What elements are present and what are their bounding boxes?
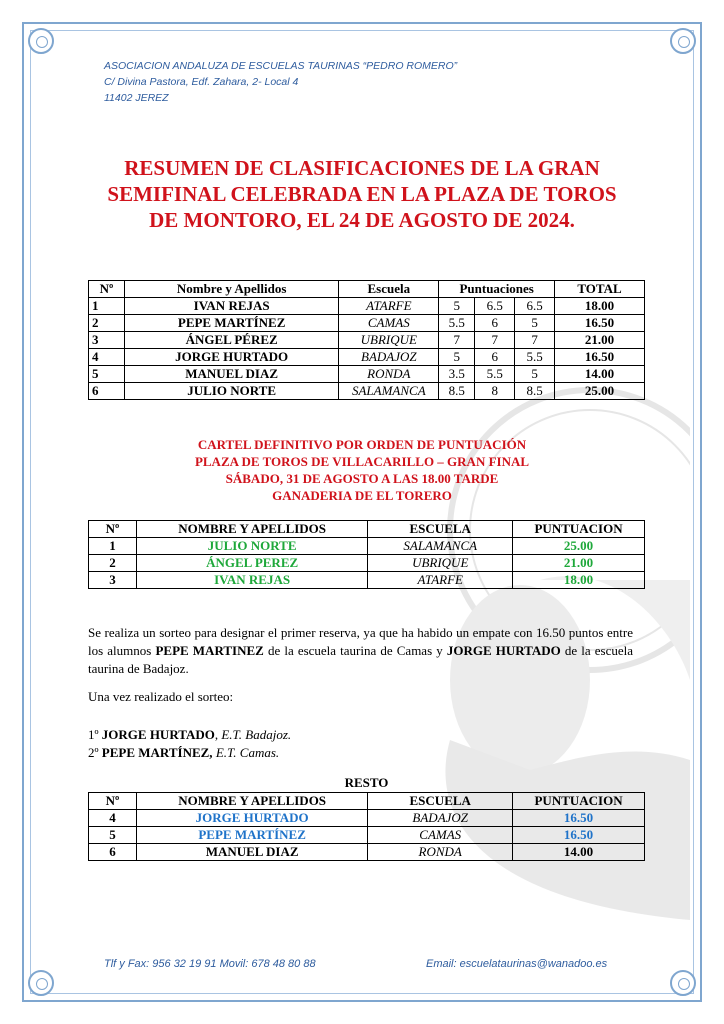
cell-number: 3 bbox=[89, 332, 125, 349]
table-row bbox=[89, 315, 645, 332]
cell-school: CAMAS bbox=[368, 827, 513, 844]
reserve-name: PEPE MARTÍNEZ, bbox=[101, 745, 213, 760]
cell-number: 5 bbox=[89, 366, 125, 383]
cell-name: PEPE MARTÍNEZ bbox=[124, 315, 338, 332]
cell-score: 3.5 bbox=[439, 366, 475, 383]
cell-number: 1 bbox=[89, 298, 125, 315]
cell-score: 5.5 bbox=[439, 315, 475, 332]
cell-score: 21.00 bbox=[513, 555, 645, 572]
table-row bbox=[89, 298, 645, 315]
cell-number: 6 bbox=[89, 383, 125, 400]
title-line: DE MONTORO, EL 24 DE AGOSTO DE 2024. bbox=[149, 208, 575, 232]
column-header: Nombre y Apellidos bbox=[124, 281, 338, 298]
cell-number: 3 bbox=[89, 572, 137, 589]
cell-school: BADAJOZ bbox=[339, 349, 439, 366]
column-header: Puntuaciones bbox=[439, 281, 555, 298]
cell-score: 6 bbox=[475, 349, 515, 366]
column-header: Nº bbox=[89, 793, 137, 810]
cell-school: ATARFE bbox=[368, 572, 513, 589]
corner-ornament bbox=[670, 28, 696, 54]
column-header: NOMBRE Y APELLIDOS bbox=[136, 793, 367, 810]
final-table bbox=[88, 520, 645, 589]
cartel-line: SÁBADO, 31 DE AGOSTO A LAS 18.00 TARDE bbox=[225, 471, 499, 486]
cell-number: 4 bbox=[89, 349, 125, 366]
cell-name: IVAN REJAS bbox=[136, 572, 367, 589]
column-header: ESCUELA bbox=[368, 793, 513, 810]
footer-phone: Tlf y Fax: 956 32 19 91 Movil: 678 48 80 88 bbox=[104, 958, 316, 970]
paragraph-name: JORGE HURTADO bbox=[446, 643, 561, 658]
resto-table bbox=[88, 792, 645, 861]
cartel-line: PLAZA DE TOROS DE VILLACARILLO – GRAN FINAL bbox=[194, 454, 530, 469]
table-row bbox=[89, 572, 645, 589]
cell-score: 5 bbox=[515, 366, 555, 383]
corner-ornament bbox=[28, 970, 54, 996]
cell-score: 16.50 bbox=[513, 827, 645, 844]
header-line: 11402 JEREZ bbox=[104, 92, 169, 104]
cell-score: 6 bbox=[475, 315, 515, 332]
cell-total: 21.00 bbox=[555, 332, 645, 349]
cartel-line: CARTEL DEFINITIVO POR ORDEN DE PUNTUACIÓN bbox=[197, 437, 527, 452]
draw-intro: Una vez realizado el sorteo: bbox=[88, 689, 234, 704]
column-header: Nº bbox=[89, 521, 137, 538]
table-row bbox=[89, 555, 645, 572]
cell-number: 5 bbox=[89, 827, 137, 844]
summary-table bbox=[88, 280, 645, 400]
cell-school: UBRIQUE bbox=[368, 555, 513, 572]
cell-score: 8.5 bbox=[515, 383, 555, 400]
cell-school: RONDA bbox=[368, 844, 513, 861]
cell-score: 5.5 bbox=[475, 366, 515, 383]
cell-total: 25.00 bbox=[555, 383, 645, 400]
reserve-separator: , bbox=[214, 727, 222, 742]
cell-name: PEPE MARTÍNEZ bbox=[136, 827, 367, 844]
cell-number: 2 bbox=[89, 555, 137, 572]
cell-score: 6.5 bbox=[475, 298, 515, 315]
table-header-row bbox=[89, 521, 645, 538]
footer-email[interactable]: Email: escuelataurinas@wanadoo.es bbox=[426, 958, 608, 970]
cell-school: BADAJOZ bbox=[368, 810, 513, 827]
reserve-number: 1º bbox=[88, 727, 102, 742]
cell-name: IVAN REJAS bbox=[124, 298, 338, 315]
cell-name: MANUEL DIAZ bbox=[136, 844, 367, 861]
cell-school: RONDA bbox=[339, 366, 439, 383]
reserve-line-2 bbox=[88, 744, 633, 762]
table-row bbox=[89, 383, 645, 400]
corner-ornament bbox=[670, 970, 696, 996]
cell-number: 6 bbox=[89, 844, 137, 861]
column-header: PUNTUACION bbox=[513, 793, 645, 810]
cell-score: 25.00 bbox=[513, 538, 645, 555]
reserve-line-1 bbox=[88, 726, 633, 744]
draw-paragraph bbox=[88, 624, 633, 678]
header-line: ASOCIACION ANDALUZA DE ESCUELAS TAURINAS “PEDRO ROMERO” bbox=[104, 60, 458, 72]
cartel-line: GANADERIA DE EL TORERO bbox=[272, 488, 452, 503]
column-header: PUNTUACION bbox=[513, 521, 645, 538]
header-line: C/ Divina Pastora, Edf. Zahara, 2- Local 4 bbox=[104, 76, 299, 88]
cell-name: ÁNGEL PEREZ bbox=[136, 555, 367, 572]
cell-score: 8 bbox=[475, 383, 515, 400]
cell-score: 5 bbox=[515, 315, 555, 332]
table-header-row bbox=[89, 793, 645, 810]
cell-total: 16.50 bbox=[555, 349, 645, 366]
cell-name: JORGE HURTADO bbox=[124, 349, 338, 366]
cell-school: SALAMANCA bbox=[339, 383, 439, 400]
cell-name: JULIO NORTE bbox=[136, 538, 367, 555]
cell-school: UBRIQUE bbox=[339, 332, 439, 349]
table-row bbox=[89, 827, 645, 844]
cell-number: 1 bbox=[89, 538, 137, 555]
table-row bbox=[89, 538, 645, 555]
cell-total: 16.50 bbox=[555, 315, 645, 332]
column-header: TOTAL bbox=[555, 281, 645, 298]
cartel-heading bbox=[60, 436, 664, 504]
paragraph-text: de la escuela taurina de Badajoz. bbox=[88, 643, 634, 676]
title-line: RESUMEN DE CLASIFICACIONES DE LA GRAN bbox=[124, 156, 600, 180]
column-header: Nº bbox=[89, 281, 125, 298]
column-header: Escuela bbox=[339, 281, 439, 298]
table-row bbox=[89, 366, 645, 383]
cell-score: 5 bbox=[439, 298, 475, 315]
cell-name: MANUEL DIAZ bbox=[124, 366, 338, 383]
cell-score: 5.5 bbox=[515, 349, 555, 366]
cell-number: 2 bbox=[89, 315, 125, 332]
cell-school: CAMAS bbox=[339, 315, 439, 332]
cell-school: SALAMANCA bbox=[368, 538, 513, 555]
column-header: ESCUELA bbox=[368, 521, 513, 538]
cell-name: ÁNGEL PÉREZ bbox=[124, 332, 338, 349]
paragraph-name: PEPE MARTINEZ bbox=[155, 643, 264, 658]
reserve-name: JORGE HURTADO bbox=[101, 727, 215, 742]
reserve-school: E.T. Badajoz. bbox=[221, 727, 292, 742]
paragraph-text: Se realiza un sorteo para designar el primer reserva, ya que ha habido un empate con 16.50 puntos entre los alumnos bbox=[88, 625, 633, 658]
cell-school: ATARFE bbox=[339, 298, 439, 315]
cell-score: 7 bbox=[475, 332, 515, 349]
cell-score: 16.50 bbox=[513, 810, 645, 827]
cell-score: 5 bbox=[439, 349, 475, 366]
title-line: SEMIFINAL CELEBRADA EN LA PLAZA DE TOROS bbox=[107, 182, 617, 206]
cell-score: 18.00 bbox=[513, 572, 645, 589]
association-header bbox=[104, 58, 457, 106]
cell-number: 4 bbox=[89, 810, 137, 827]
table-row bbox=[89, 810, 645, 827]
cell-score: 7 bbox=[515, 332, 555, 349]
table-row bbox=[89, 844, 645, 861]
cell-total: 14.00 bbox=[555, 366, 645, 383]
table-row bbox=[89, 349, 645, 366]
table-header-row bbox=[89, 281, 645, 298]
document-title bbox=[60, 155, 664, 233]
cell-score: 14.00 bbox=[513, 844, 645, 861]
cell-total: 18.00 bbox=[555, 298, 645, 315]
corner-ornament bbox=[28, 28, 54, 54]
table-row bbox=[89, 332, 645, 349]
cell-score: 7 bbox=[439, 332, 475, 349]
reserve-number: 2º bbox=[88, 745, 102, 760]
cell-score: 6.5 bbox=[515, 298, 555, 315]
resto-title: RESTO bbox=[344, 775, 389, 790]
reserve-school: E.T. Camas. bbox=[215, 745, 280, 760]
cell-score: 8.5 bbox=[439, 383, 475, 400]
cell-name: JORGE HURTADO bbox=[136, 810, 367, 827]
column-header: NOMBRE Y APELLIDOS bbox=[136, 521, 367, 538]
cell-name: JULIO NORTE bbox=[124, 383, 338, 400]
paragraph-text: de la escuela taurina de Camas y bbox=[263, 643, 447, 658]
